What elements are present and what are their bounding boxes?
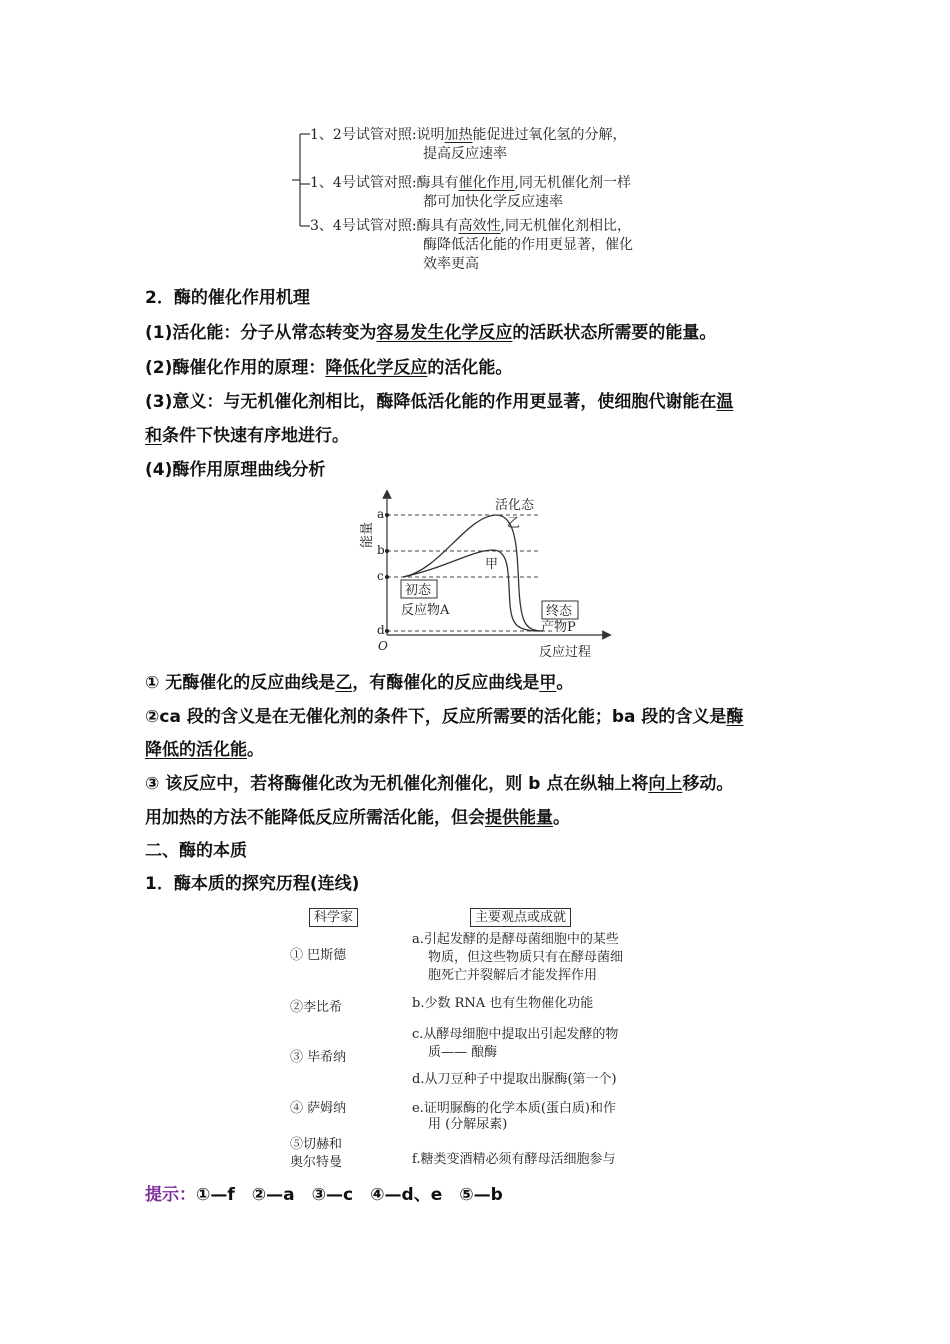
reactant-label: 反应物A [401,603,450,618]
point-d [385,629,389,633]
origin-label: O [378,639,388,653]
label-b: b [377,543,385,557]
finding-item: d.从刀豆种子中提取出脲酶(第一个) [412,1072,617,1087]
paragraph-curve-analysis: (4)酶作用原理曲线分析 [145,460,326,480]
paragraph-significance: (3)意义：与无机催化剂相比，酶降低活化能的作用更显著，使细胞代谢能在温 [145,392,734,412]
paragraph-principle: (2)酶催化作用的原理：降低化学反应的活化能。 [145,358,513,378]
finding-item-cont: 质—— 酿酶 [428,1045,498,1060]
hint-text: ①—f ②—a ③—c ④—d、e ⑤—b [196,1185,503,1205]
bracket-row-2-line2: 都可加快化学反应速率 [423,194,563,210]
scientist-item: ① 巴斯德 [290,948,347,963]
bracket-row-3-line3: 效率更高 [423,256,479,272]
final-state-label: 终态 [546,604,573,619]
label-a: a [377,507,385,521]
finding-item-cont: 用 (分解尿素) [428,1117,508,1132]
energy-curve-graph [345,490,615,662]
y-axis-label: 能量 [360,521,375,548]
bracket-row-3: 3、4号试管对照:酶具有高效性,同无机催化剂相比， [310,218,631,234]
bracket-row-1-line2: 提高反应速率 [423,146,507,162]
finding-item-cont: 物质，但这些物质只有在酵母菌细 [428,950,624,965]
section-heading-mechanism: 2．酶的催化作用机理 [145,288,310,308]
analysis-q3: ③ 该反应中，若将酶催化改为无机催化剂催化，则 b 点在纵轴上将向上移动。 [145,774,734,794]
initial-state-label: 初态 [405,583,432,598]
paragraph-significance-line2: 和条件下快速有序地进行。 [145,426,349,446]
x-axis-label: 反应过程 [539,645,592,660]
point-a [385,513,389,517]
hint-label: 提示： [145,1185,196,1205]
label-c: c [377,569,384,583]
bracket-row-2: 1、4号试管对照:酶具有催化作用,同无机催化剂一样 [310,175,631,191]
section-heading-nature: 二、酶的本质 [145,841,247,861]
active-state-label: 活化态 [495,498,535,513]
analysis-q2-line2: 降低的活化能。 [145,740,264,760]
scientist-header: 科学家 [309,908,358,927]
scientist-item: ⑤切赫和 [290,1137,343,1152]
bracket-row-1: 1、2号试管对照:说明加热能促进过氧化氢的分解， [310,127,627,143]
scientist-item: ②李比希 [290,1000,343,1015]
analysis-q2: ②ca 段的含义是在无催化剂的条件下，反应所需要的活化能；ba 段的含义是酶 [145,707,744,727]
finding-header: 主要观点或成就 [470,908,571,927]
product-label: 产物P [541,620,576,635]
bracket-row-3-line2: 酶降低活化能的作用更显著，催化 [423,237,633,253]
point-b [385,549,389,553]
subheading-history: 1．酶本质的探究历程(连线) [145,874,360,894]
analysis-q4: 用加热的方法不能降低反应所需活化能，但会提供能量。 [145,808,570,828]
paragraph-activation-energy: (1)活化能：分子从常态转变为容易发生化学反应的活跃状态所需要的能量。 [145,323,717,343]
curve-yi-label: 乙 [507,516,521,531]
hint-answer [145,1183,503,1207]
curve-jia-label: 甲 [485,557,499,572]
finding-item-cont: 胞死亡并裂解后才能发挥作用 [428,968,598,983]
bracket-lines [292,128,312,238]
finding-item: f.糖类变酒精必须有酵母活细胞参与 [412,1152,616,1167]
finding-item: c.从酵母细胞中提取出引起发酵的物 [412,1027,619,1042]
scientist-item: ④ 萨姆纳 [290,1101,347,1116]
finding-item: b.少数 RNA 也有生物催化功能 [412,996,594,1011]
scientist-item: 奥尔特曼 [290,1155,343,1170]
point-c [385,575,389,579]
finding-item: a.引起发酵的是酵母菌细胞中的某些 [412,932,619,947]
analysis-q1: ① 无酶催化的反应曲线是乙，有酶催化的反应曲线是甲。 [145,673,574,693]
label-d: d [377,623,385,637]
scientist-item: ③ 毕希纳 [290,1050,347,1065]
finding-item: e.证明脲酶的化学本质(蛋白质)和作 [412,1101,616,1116]
